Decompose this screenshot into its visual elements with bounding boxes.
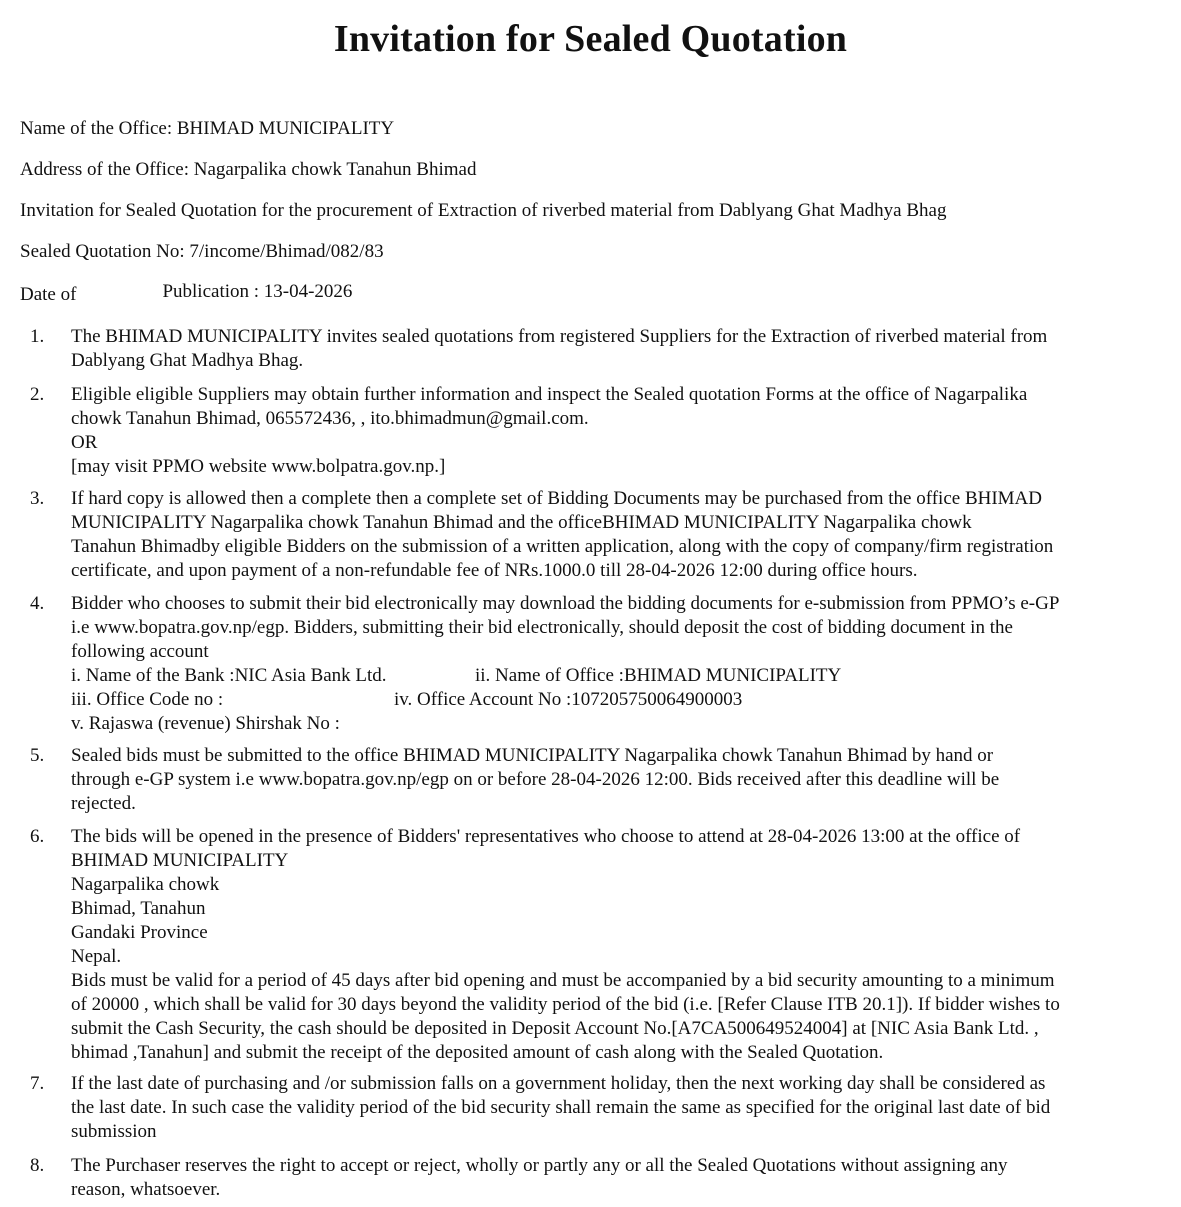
office-name: ii. Name of Office :BHIMAD MUNICIPALITY	[475, 665, 842, 686]
item-line: If hard copy is allowed then a complete then a complete set of Bidding Documents may be purchased from the office BHIMAD	[71, 488, 1043, 509]
item-text	[71, 487, 1143, 583]
item-line: Nagarpalika chowk	[71, 874, 220, 895]
item-line: through e-GP system i.e www.bopatra.gov.np/egp on or before 28-04-2026 12:00. Bids received after this deadline will be	[71, 769, 1000, 790]
item-number: 8.	[30, 1155, 45, 1176]
item-line: certificate, and upon payment of a non-refundable fee of NRs.1000.0 till 28-04-2026 12:00 during office hours.	[71, 560, 918, 581]
item-line: The Purchaser reserves the right to accept or reject, wholly or partly any or all the Sealed Quotations without assigning any	[71, 1155, 1008, 1176]
item-line: Dablyang Ghat Madhya Bhag.	[71, 350, 304, 371]
item-text	[71, 383, 1143, 479]
item-number: 6.	[30, 826, 45, 847]
item-line: i.e www.bopatra.gov.np/egp. Bidders, submitting their bid electronically, should deposit the cost of bidding document in the	[71, 617, 1013, 638]
item-text	[71, 825, 1143, 1065]
item-line: the last date. In such case the validity period of the bid security shall remain the same as specified for the original last date of bid	[71, 1097, 1051, 1118]
item-line: Bhimad, Tanahun	[71, 898, 206, 919]
item-number: 4.	[30, 593, 45, 614]
item-line: Gandaki Province	[71, 922, 208, 943]
item-number: 5.	[30, 745, 45, 766]
office-row	[71, 688, 1143, 712]
item-line: BHIMAD MUNICIPALITY	[71, 850, 289, 871]
item-line: submission	[71, 1121, 157, 1142]
office-code: iii. Office Code no :	[71, 689, 224, 710]
item-line: MUNICIPALITY Nagarpalika chowk Tanahun Bhimad and the officeBHIMAD MUNICIPALITY Nagarpalika chowk	[71, 512, 972, 533]
item-line: Nepal.	[71, 946, 122, 967]
item-line: Eligible eligible Suppliers may obtain further information and inspect the Sealed quotation Forms at the office of Nagarpalika	[71, 384, 1028, 405]
item-line: chowk Tanahun Bhimad, 065572436, , ito.bhimadmun@gmail.com.	[71, 408, 589, 429]
document-title: Invitation for Sealed Quotation	[333, 18, 848, 60]
item-line: rejected.	[71, 793, 136, 814]
item-line: Bidder who chooses to submit their bid electronically may download the bidding documents for e-submission from PPMO’s e-GP	[71, 593, 1060, 614]
item-line: OR	[71, 432, 98, 453]
date-label: Date of	[20, 284, 77, 305]
revenue-head: v. Rajaswa (revenue) Shirshak No :	[71, 713, 340, 734]
quotation-number-line: Sealed Quotation No: 7/income/Bhimad/082/83	[20, 241, 384, 262]
item-line: of 20000 , which shall be valid for 30 days beyond the validity period of the bid (i.e. [Refer Clause ITB 20.1]). If bidder wishes to	[71, 994, 1060, 1015]
item-line: reason, whatsoever.	[71, 1179, 221, 1200]
bank-name: i. Name of the Bank :NIC Asia Bank Ltd.	[71, 665, 387, 686]
item-line: The BHIMAD MUNICIPALITY invites sealed quotations from registered Suppliers for the Extraction of riverbed material from	[71, 326, 1048, 347]
publication-date-line	[20, 283, 352, 307]
item-line: If the last date of purchasing and /or submission falls on a government holiday, then the next working day shall be considered as	[71, 1073, 1046, 1094]
item-line: Bids must be valid for a period of 45 days after bid opening and must be accompanied by a bid security amounting to a minimum	[71, 970, 1055, 991]
item-text	[71, 1072, 1143, 1144]
bank-row	[71, 664, 1143, 688]
revenue-row	[71, 712, 1143, 736]
item-text	[71, 592, 1143, 736]
item-text	[71, 744, 1143, 816]
item-line: Tanahun Bhimadby eligible Bidders on the submission of a written application, along with the copy of company/firm registration	[71, 536, 1054, 557]
item-line: submit the Cash Security, the cash should be deposited in Deposit Account No.[A7CA500649524004] at [NIC Asia Bank Ltd. ,	[71, 1018, 1039, 1039]
item-line: The bids will be opened in the presence of Bidders' representatives who choose to attend at 28-04-2026 13:00 at the office of	[71, 826, 1021, 847]
invitation-line: Invitation for Sealed Quotation for the procurement of Extraction of riverbed material from Dablyang Ghat Madhya Bhag	[20, 200, 947, 221]
item-number: 7.	[30, 1073, 45, 1094]
item-text	[71, 325, 1143, 373]
item-number: 3.	[30, 488, 45, 509]
office-account: iv. Office Account No :107205750064900003	[394, 689, 743, 710]
item-text	[71, 1154, 1143, 1202]
item-line: [may visit PPMO website www.bolpatra.gov.np.]	[71, 456, 446, 477]
item-line: Sealed bids must be submitted to the office BHIMAD MUNICIPALITY Nagarpalika chowk Tanahun Bhimad by hand or	[71, 745, 994, 766]
item-number: 1.	[30, 326, 45, 347]
date-value: Publication : 13-04-2026	[162, 281, 353, 302]
item-line: bhimad ,Tanahun] and submit the receipt of the deposited amount of cash along with the Sealed Quotation.	[71, 1042, 884, 1063]
office-address-line: Address of the Office: Nagarpalika chowk Tanahun Bhimad	[20, 159, 477, 180]
item-line: following account	[71, 641, 209, 662]
item-number: 2.	[30, 384, 45, 405]
office-name-line: Name of the Office: BHIMAD MUNICIPALITY	[20, 118, 395, 139]
